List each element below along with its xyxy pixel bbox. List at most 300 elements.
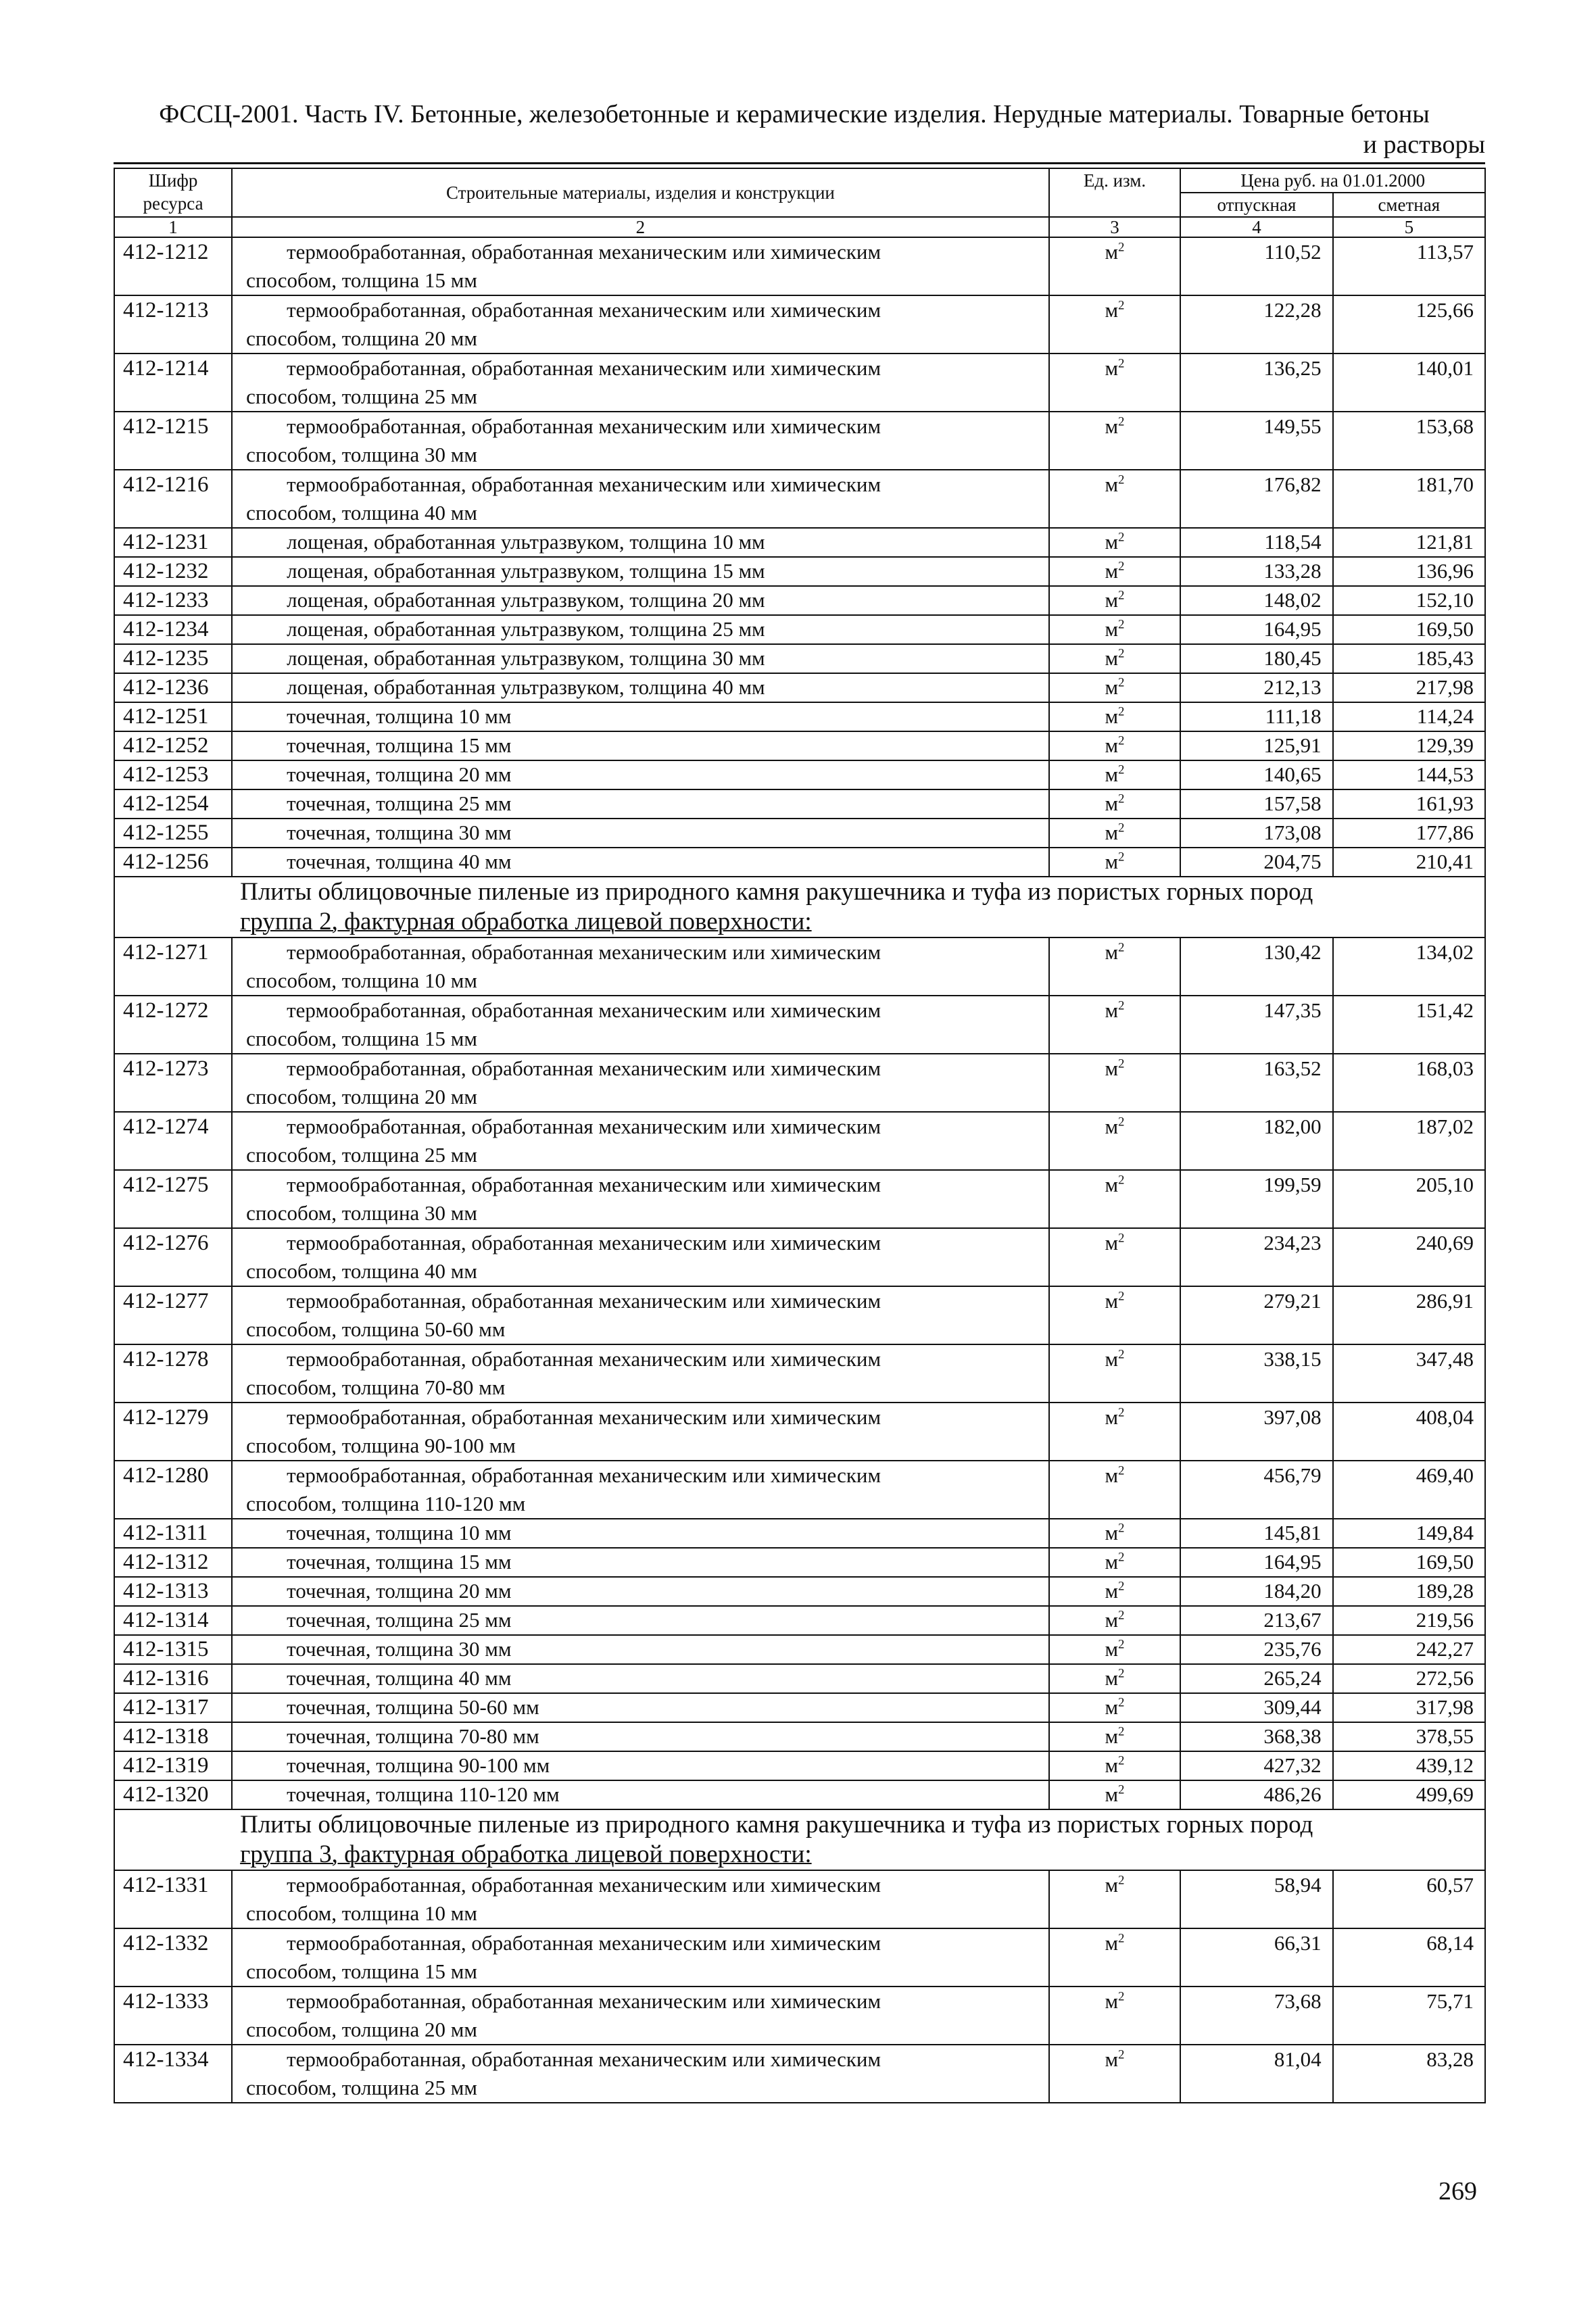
resource-code: 412-1212 <box>114 237 232 295</box>
unit-of-measure <box>1049 1054 1181 1112</box>
unit-base: м <box>1105 1931 1119 1955</box>
material-description <box>232 1722 1049 1751</box>
column-number-row <box>114 217 1485 237</box>
table-row <box>114 528 1485 557</box>
release-price: 133,28 <box>1180 557 1332 586</box>
estimate-price: 408,04 <box>1333 1403 1485 1461</box>
release-price: 338,15 <box>1180 1344 1332 1403</box>
unit-exponent: 2 <box>1118 1463 1125 1478</box>
material-description <box>232 1780 1049 1809</box>
material-description <box>232 237 1049 295</box>
description-line: точечная, толщина 50-60 мм <box>287 1695 539 1719</box>
release-price: 157,58 <box>1180 789 1332 819</box>
table-row <box>114 1635 1485 1664</box>
unit-base: м <box>1105 998 1119 1022</box>
estimate-price: 121,81 <box>1333 528 1485 557</box>
release-price: 176,82 <box>1180 470 1332 528</box>
resource-code: 412-1334 <box>114 2045 232 2103</box>
unit-of-measure <box>1049 789 1181 819</box>
section-heading-spacer <box>114 877 232 937</box>
description-line: термообработанная, обработанная механическим или химическим <box>287 1056 881 1080</box>
table-row <box>114 1461 1485 1519</box>
resource-code: 412-1252 <box>114 731 232 760</box>
resource-code: 412-1231 <box>114 528 232 557</box>
estimate-price: 187,02 <box>1333 1112 1485 1170</box>
unit-base: м <box>1105 850 1119 873</box>
table-row <box>114 731 1485 760</box>
material-description <box>232 819 1049 848</box>
estimate-price: 185,43 <box>1333 644 1485 673</box>
unit-base: м <box>1105 1173 1119 1196</box>
description-line: термообработанная, обработанная механическим или химическим <box>287 1405 881 1429</box>
estimate-price: 113,57 <box>1333 237 1485 295</box>
resource-code: 412-1320 <box>114 1780 232 1809</box>
table-row <box>114 1987 1485 2045</box>
resource-code: 412-1256 <box>114 848 232 877</box>
unit-exponent: 2 <box>1118 1231 1125 1246</box>
estimate-price: 317,98 <box>1333 1693 1485 1722</box>
estimate-price: 168,03 <box>1333 1054 1485 1112</box>
unit-base: м <box>1105 704 1119 728</box>
table-row <box>114 470 1485 528</box>
table-row <box>114 1693 1485 1722</box>
column-number: 2 <box>232 217 1049 237</box>
unit-exponent: 2 <box>1118 1056 1125 1071</box>
description-line: термообработанная, обработанная механическим или химическим <box>287 472 881 496</box>
unit-base: м <box>1105 1637 1119 1661</box>
section-heading-line: группа 3, фактурная обработка лицевой поверхности: <box>240 1841 812 1868</box>
section-heading-row <box>114 1809 1485 1870</box>
section-heading-line: Плиты облицовочные пиленые из природного камня ракушечника и туфа из пористых горных пород <box>240 878 1313 906</box>
estimate-price: 272,56 <box>1333 1664 1485 1693</box>
unit-exponent: 2 <box>1118 1579 1125 1594</box>
table-row <box>114 760 1485 789</box>
unit-of-measure <box>1049 528 1181 557</box>
description-line: способом, толщина 15 мм <box>246 1027 478 1050</box>
unit-exponent: 2 <box>1118 1782 1125 1797</box>
section-heading <box>232 1809 1485 1870</box>
description-line: точечная, толщина 20 мм <box>287 1579 512 1603</box>
resource-code: 412-1333 <box>114 1987 232 2045</box>
unit-exponent: 2 <box>1118 1173 1125 1188</box>
resource-code: 412-1312 <box>114 1548 232 1577</box>
release-price: 213,67 <box>1180 1606 1332 1635</box>
release-price: 235,76 <box>1180 1635 1332 1664</box>
material-description <box>232 731 1049 760</box>
release-price: 456,79 <box>1180 1461 1332 1519</box>
description-line: термообработанная, обработанная механическим или химическим <box>287 940 881 964</box>
description-line: термообработанная, обработанная механическим или химическим <box>287 998 881 1022</box>
unit-exponent: 2 <box>1118 1637 1125 1652</box>
description-line: способом, толщина 50-60 мм <box>246 1317 506 1341</box>
description-line: термообработанная, обработанная механическим или химическим <box>287 356 881 380</box>
material-description <box>232 1664 1049 1693</box>
unit-base: м <box>1105 762 1119 786</box>
unit-of-measure <box>1049 1228 1181 1286</box>
running-header: ФССЦ-2001. Часть IV. Бетонные, железобетонные и керамические изделия. Нерудные материалы. Товарные бетоны <box>159 100 1430 128</box>
table-row <box>114 789 1485 819</box>
unit-of-measure <box>1049 295 1181 354</box>
estimate-price: 286,91 <box>1333 1286 1485 1344</box>
description-line: точечная, толщина 40 мм <box>287 1666 512 1690</box>
estimate-price: 210,41 <box>1333 848 1485 877</box>
description-line: способом, толщина 20 мм <box>246 326 478 350</box>
release-price: 58,94 <box>1180 1870 1332 1928</box>
material-description <box>232 354 1049 412</box>
table-row <box>114 848 1485 877</box>
unit-base: м <box>1105 1521 1119 1544</box>
material-description <box>232 1228 1049 1286</box>
description-line: точечная, толщина 30 мм <box>287 821 512 844</box>
description-line: способом, толщина 15 мм <box>246 268 478 292</box>
unit-exponent: 2 <box>1118 762 1125 777</box>
release-price: 136,25 <box>1180 354 1332 412</box>
unit-of-measure <box>1049 1344 1181 1403</box>
table-row <box>114 1112 1485 1170</box>
resource-code: 412-1235 <box>114 644 232 673</box>
unit-exponent: 2 <box>1118 240 1125 255</box>
column-header-code: Шифр ресурса <box>114 168 232 217</box>
resource-code: 412-1253 <box>114 760 232 789</box>
table-row <box>114 1870 1485 1928</box>
unit-base: м <box>1105 414 1119 438</box>
description-line: способом, толщина 15 мм <box>246 1959 478 1983</box>
material-description <box>232 557 1049 586</box>
estimate-price: 161,93 <box>1333 789 1485 819</box>
release-price: 397,08 <box>1180 1403 1332 1461</box>
resource-code: 412-1331 <box>114 1870 232 1928</box>
unit-exponent: 2 <box>1118 940 1125 955</box>
release-price: 73,68 <box>1180 1987 1332 2045</box>
material-description <box>232 937 1049 996</box>
table-row <box>114 996 1485 1054</box>
unit-base: м <box>1105 530 1119 554</box>
estimate-price: 181,70 <box>1333 470 1485 528</box>
material-description <box>232 1635 1049 1664</box>
table-row <box>114 1928 1485 1987</box>
unit-of-measure <box>1049 586 1181 615</box>
unit-exponent: 2 <box>1118 1666 1125 1681</box>
unit-base: м <box>1105 1550 1119 1574</box>
unit-of-measure <box>1049 702 1181 731</box>
estimate-price: 152,10 <box>1333 586 1485 615</box>
unit-of-measure <box>1049 2045 1181 2103</box>
description-line: точечная, толщина 25 мм <box>287 791 512 815</box>
estimate-price: 205,10 <box>1333 1170 1485 1228</box>
unit-exponent: 2 <box>1118 675 1125 690</box>
unit-base: м <box>1105 821 1119 844</box>
release-price: 279,21 <box>1180 1286 1332 1344</box>
unit-exponent: 2 <box>1118 588 1125 603</box>
estimate-price: 499,69 <box>1333 1780 1485 1809</box>
unit-base: м <box>1105 1463 1119 1487</box>
unit-of-measure <box>1049 673 1181 702</box>
unit-exponent: 2 <box>1118 356 1125 371</box>
description-line: способом, толщина 40 мм <box>246 501 478 525</box>
unit-exponent: 2 <box>1118 559 1125 574</box>
unit-exponent: 2 <box>1118 298 1125 313</box>
estimate-price: 114,24 <box>1333 702 1485 731</box>
unit-base: м <box>1105 1115 1119 1138</box>
material-description <box>232 1606 1049 1635</box>
material-description <box>232 1403 1049 1461</box>
unit-base: м <box>1105 1753 1119 1777</box>
release-price: 182,00 <box>1180 1112 1332 1170</box>
release-price: 204,75 <box>1180 848 1332 877</box>
estimate-price: 347,48 <box>1333 1344 1485 1403</box>
material-description <box>232 528 1049 557</box>
estimate-price: 469,40 <box>1333 1461 1485 1519</box>
unit-exponent: 2 <box>1118 1724 1125 1739</box>
resource-code: 412-1236 <box>114 673 232 702</box>
release-price: 486,26 <box>1180 1780 1332 1809</box>
description-line: точечная, толщина 30 мм <box>287 1637 512 1661</box>
section-heading <box>232 877 1485 937</box>
unit-of-measure <box>1049 1606 1181 1635</box>
table-row <box>114 1577 1485 1606</box>
unit-of-measure <box>1049 354 1181 412</box>
material-description <box>232 1870 1049 1928</box>
material-description <box>232 1548 1049 1577</box>
unit-base: м <box>1105 1989 1119 2013</box>
release-price: 66,31 <box>1180 1928 1332 1987</box>
description-line: термообработанная, обработанная механическим или химическим <box>287 1231 881 1254</box>
description-line: способом, толщина 70-80 мм <box>246 1375 506 1399</box>
material-description <box>232 1751 1049 1780</box>
table-row <box>114 1780 1485 1809</box>
description-line: термообработанная, обработанная механическим или химическим <box>287 240 881 264</box>
description-line: точечная, толщина 10 мм <box>287 1521 512 1544</box>
table-row <box>114 1751 1485 1780</box>
resource-code: 412-1274 <box>114 1112 232 1170</box>
description-line: лощеная, обработанная ультразвуком, толщина 20 мм <box>287 588 765 612</box>
description-line: точечная, толщина 70-80 мм <box>287 1724 539 1748</box>
unit-base: м <box>1105 1666 1119 1690</box>
release-price: 163,52 <box>1180 1054 1332 1112</box>
description-line: точечная, толщина 15 мм <box>287 1550 512 1574</box>
resource-code: 412-1232 <box>114 557 232 586</box>
description-line: точечная, толщина 15 мм <box>287 733 512 757</box>
unit-exponent: 2 <box>1118 2047 1125 2062</box>
unit-base: м <box>1105 1695 1119 1719</box>
unit-base: м <box>1105 356 1119 380</box>
unit-base: м <box>1105 1289 1119 1313</box>
table-row <box>114 1606 1485 1635</box>
resource-code: 412-1251 <box>114 702 232 731</box>
unit-base: м <box>1105 940 1119 964</box>
unit-of-measure <box>1049 937 1181 996</box>
description-line: способом, толщина 90-100 мм <box>246 1434 516 1457</box>
resource-code: 412-1311 <box>114 1519 232 1548</box>
table-header <box>114 168 1485 237</box>
column-number: 1 <box>114 217 232 237</box>
unit-base: м <box>1105 472 1119 496</box>
material-description <box>232 1577 1049 1606</box>
description-line: точечная, толщина 20 мм <box>287 762 512 786</box>
material-description <box>232 702 1049 731</box>
description-line: термообработанная, обработанная механическим или химическим <box>287 298 881 322</box>
estimate-price: 439,12 <box>1333 1751 1485 1780</box>
table-row <box>114 586 1485 615</box>
unit-exponent: 2 <box>1118 1695 1125 1710</box>
unit-of-measure <box>1049 760 1181 789</box>
resource-code: 412-1213 <box>114 295 232 354</box>
description-line: лощеная, обработанная ультразвуком, толщина 25 мм <box>287 617 765 641</box>
description-line: способом, толщина 110-120 мм <box>246 1492 526 1515</box>
unit-of-measure <box>1049 644 1181 673</box>
description-line: способом, толщина 20 мм <box>246 2018 478 2041</box>
unit-base: м <box>1105 646 1119 670</box>
unit-base: м <box>1105 1873 1119 1897</box>
unit-exponent: 2 <box>1118 1521 1125 1536</box>
unit-of-measure <box>1049 1722 1181 1751</box>
material-description <box>232 412 1049 470</box>
unit-of-measure <box>1049 1519 1181 1548</box>
unit-of-measure <box>1049 470 1181 528</box>
unit-exponent: 2 <box>1118 472 1125 487</box>
table-row <box>114 1286 1485 1344</box>
material-description <box>232 1461 1049 1519</box>
release-price: 125,91 <box>1180 731 1332 760</box>
column-header-name: Строительные материалы, изделия и конструкции <box>232 168 1049 217</box>
unit-exponent: 2 <box>1118 1289 1125 1304</box>
material-description <box>232 1344 1049 1403</box>
unit-exponent: 2 <box>1118 1753 1125 1768</box>
resource-code: 412-1234 <box>114 615 232 644</box>
column-header-unit: Ед. изм. <box>1049 168 1181 217</box>
release-price: 309,44 <box>1180 1693 1332 1722</box>
description-line: лощеная, обработанная ультразвуком, толщина 30 мм <box>287 646 765 670</box>
unit-of-measure <box>1049 412 1181 470</box>
material-description <box>232 1286 1049 1344</box>
table-row <box>114 1664 1485 1693</box>
description-line: способом, толщина 25 мм <box>246 1143 478 1167</box>
estimate-price: 68,14 <box>1333 1928 1485 1987</box>
estimate-price: 151,42 <box>1333 996 1485 1054</box>
material-description <box>232 789 1049 819</box>
material-description <box>232 615 1049 644</box>
description-line: термообработанная, обработанная механическим или химическим <box>287 1173 881 1196</box>
unit-exponent: 2 <box>1118 704 1125 719</box>
table-row <box>114 1054 1485 1112</box>
unit-of-measure <box>1049 819 1181 848</box>
unit-base: м <box>1105 1608 1119 1632</box>
unit-exponent: 2 <box>1118 821 1125 835</box>
unit-of-measure <box>1049 996 1181 1054</box>
release-price: 234,23 <box>1180 1228 1332 1286</box>
unit-of-measure <box>1049 1112 1181 1170</box>
unit-exponent: 2 <box>1118 1405 1125 1420</box>
table-row <box>114 1403 1485 1461</box>
unit-of-measure <box>1049 1403 1181 1461</box>
description-line: способом, толщина 30 мм <box>246 1201 478 1225</box>
unit-base: м <box>1105 1579 1119 1603</box>
unit-of-measure <box>1049 1664 1181 1693</box>
resource-code: 412-1314 <box>114 1606 232 1635</box>
description-line: термообработанная, обработанная механическим или химическим <box>287 1289 881 1313</box>
header-rule <box>114 162 1485 164</box>
unit-of-measure <box>1049 1461 1181 1519</box>
unit-of-measure <box>1049 237 1181 295</box>
unit-of-measure <box>1049 848 1181 877</box>
material-description <box>232 1928 1049 1987</box>
unit-base: м <box>1105 1056 1119 1080</box>
description-line: точечная, толщина 90-100 мм <box>287 1753 550 1777</box>
unit-base: м <box>1105 675 1119 699</box>
resource-code: 412-1332 <box>114 1928 232 1987</box>
estimate-price: 378,55 <box>1333 1722 1485 1751</box>
unit-of-measure <box>1049 1870 1181 1928</box>
table-row <box>114 673 1485 702</box>
unit-base: м <box>1105 1347 1119 1371</box>
estimate-price: 144,53 <box>1333 760 1485 789</box>
resource-code: 412-1278 <box>114 1344 232 1403</box>
table-row <box>114 1344 1485 1403</box>
unit-of-measure <box>1049 731 1181 760</box>
column-header-price: Цена руб. на 01.01.2000 <box>1180 168 1485 193</box>
column-header-release-price: отпускная <box>1180 193 1332 217</box>
material-description <box>232 1112 1049 1170</box>
release-price: 199,59 <box>1180 1170 1332 1228</box>
table-row <box>114 557 1485 586</box>
material-description <box>232 996 1049 1054</box>
description-line: термообработанная, обработанная механическим или химическим <box>287 414 881 438</box>
unit-of-measure <box>1049 1987 1181 2045</box>
release-price: 212,13 <box>1180 673 1332 702</box>
release-price: 164,95 <box>1180 615 1332 644</box>
material-description <box>232 644 1049 673</box>
description-line: лощеная, обработанная ультразвуком, толщина 15 мм <box>287 559 765 583</box>
description-line: термообработанная, обработанная механическим или химическим <box>287 1873 881 1897</box>
release-price: 110,52 <box>1180 237 1332 295</box>
unit-exponent: 2 <box>1118 791 1125 806</box>
unit-base: м <box>1105 617 1119 641</box>
material-description <box>232 673 1049 702</box>
estimate-price: 169,50 <box>1333 615 1485 644</box>
unit-of-measure <box>1049 615 1181 644</box>
description-line: точечная, толщина 110-120 мм <box>287 1782 560 1806</box>
resource-code: 412-1273 <box>114 1054 232 1112</box>
release-price: 368,38 <box>1180 1722 1332 1751</box>
resource-code: 412-1317 <box>114 1693 232 1722</box>
table-row <box>114 615 1485 644</box>
release-price: 180,45 <box>1180 644 1332 673</box>
material-description <box>232 295 1049 354</box>
unit-exponent: 2 <box>1118 1550 1125 1565</box>
description-line: способом, толщина 10 мм <box>246 1901 478 1925</box>
estimate-price: 240,69 <box>1333 1228 1485 1286</box>
description-line: термообработанная, обработанная механическим или химическим <box>287 1989 881 2013</box>
estimate-price: 217,98 <box>1333 673 1485 702</box>
resource-code: 412-1279 <box>114 1403 232 1461</box>
resource-code: 412-1271 <box>114 937 232 996</box>
unit-of-measure <box>1049 1780 1181 1809</box>
resource-code: 412-1216 <box>114 470 232 528</box>
resource-code: 412-1215 <box>114 412 232 470</box>
table-row <box>114 412 1485 470</box>
unit-of-measure <box>1049 1635 1181 1664</box>
unit-exponent: 2 <box>1118 850 1125 864</box>
table-row <box>114 1228 1485 1286</box>
resource-code: 412-1319 <box>114 1751 232 1780</box>
description-line: способом, толщина 40 мм <box>246 1259 478 1283</box>
table-row <box>114 1519 1485 1548</box>
estimate-price: 75,71 <box>1333 1987 1485 2045</box>
estimate-price: 169,50 <box>1333 1548 1485 1577</box>
material-description <box>232 1519 1049 1548</box>
table-row <box>114 237 1485 295</box>
table-row <box>114 1548 1485 1577</box>
